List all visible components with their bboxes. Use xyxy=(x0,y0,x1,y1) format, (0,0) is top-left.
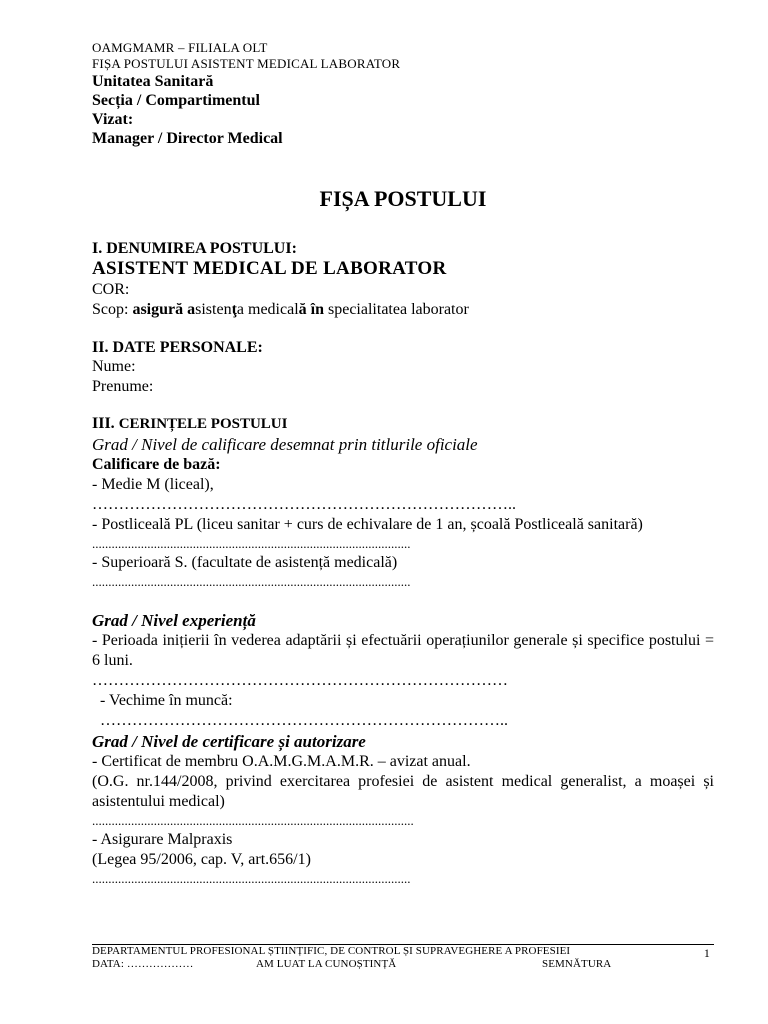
scope-label: Scop: xyxy=(92,301,133,318)
scope-part: ă în xyxy=(298,301,324,318)
section-3-title: CERINȚELE POSTULUI xyxy=(118,416,288,432)
scope-part: specialitatea laborator xyxy=(324,301,469,318)
doc-name: FIȘA POSTULUI ASISTENT MEDICAL LABORATOR xyxy=(92,56,401,71)
dotted-line: .................................................................................................. xyxy=(92,574,411,589)
position-name: ASISTENT MEDICAL DE LABORATOR xyxy=(92,258,447,279)
medie-item: - Medie M (liceal), xyxy=(92,476,214,493)
section-1-heading: I. DENUMIREA POSTULUI: xyxy=(92,240,297,257)
scope-line xyxy=(92,300,714,320)
unit-label: Unitatea Sanitară xyxy=(92,73,214,90)
date-field xyxy=(92,958,256,971)
footer-department: DEPARTAMENTUL PROFESIONAL ȘTIINȚIFIC, DE CONTROL ȘI SUPRAVEGHERE A PROFESIEI xyxy=(92,945,571,957)
page-footer xyxy=(92,944,714,971)
signature-label: SEMNĂTURA xyxy=(542,958,612,970)
section-3-heading xyxy=(92,414,714,434)
law-reference: (Legea 95/2006, cap. V, art.656/1) xyxy=(92,851,311,868)
section-1 xyxy=(92,239,714,320)
dotted-line: …………………………………………………………………… xyxy=(92,672,508,689)
basic-qualification-label: Calificare de bază: xyxy=(92,456,221,473)
certification-heading: Grad / Nivel de certificare și autorizare xyxy=(92,732,366,751)
seniority-item: - Vechime în muncă: xyxy=(100,692,233,709)
section-2-heading: II. DATE PERSONALE: xyxy=(92,339,263,356)
dotted-line: ................................................................................................... xyxy=(92,813,414,828)
section-2 xyxy=(92,338,714,397)
scope-part: a medical xyxy=(236,301,299,318)
section-3-num: III. xyxy=(92,415,119,432)
name-field-label: Nume: xyxy=(92,358,136,375)
dotted-line: ………………………………………………………………….. xyxy=(100,712,508,729)
initiation-period: - Perioada inițierii în vederea adaptării și efectuării operațiunilor generale și specifice postului = 6 luni. xyxy=(92,632,714,669)
membership-certificate: - Certificat de membru O.A.M.G.M.A.M.R. – avizat anual. xyxy=(92,753,471,770)
postliceala-item: - Postliceală PL (liceu sanitar + curs de echivalare de 1 an, școală Postliceală sanitară) xyxy=(92,516,643,533)
header-block xyxy=(92,40,714,148)
page-number: 1 xyxy=(703,946,710,960)
surname-field-label: Prenume: xyxy=(92,378,154,395)
malpraxis-item: - Asigurare Malpraxis xyxy=(92,831,233,848)
document-page xyxy=(92,40,714,888)
ordinance-reference: (O.G. nr.144/2008, privind exercitarea profesiei de asistent medical generalist, a moașei și asistentului medical) xyxy=(92,773,714,810)
section-label: Secția / Compartimentul xyxy=(92,92,260,109)
section-3 xyxy=(92,414,714,888)
org-name: OAMGMAMR – FILIALA OLT xyxy=(92,40,268,55)
dotted-line: .................................................................................................. xyxy=(92,871,411,886)
dotted-line: …………………………………………………………………….. xyxy=(92,496,516,513)
footer-signature-row xyxy=(92,958,714,971)
experience-heading: Grad / Nivel experiență xyxy=(92,611,256,630)
cor-label: COR: xyxy=(92,281,130,298)
approved-label: Vizat: xyxy=(92,111,134,128)
date-dots: ……………… xyxy=(126,958,194,970)
qualification-heading: Grad / Nivel de calificare desemnat prin titlurile oficiale xyxy=(92,435,478,454)
date-label: DATA: xyxy=(92,958,127,970)
scope-part: ţ xyxy=(231,301,237,318)
scope-part: asigură a xyxy=(132,301,196,318)
page-title: FIȘA POSTULUI xyxy=(319,186,487,211)
acknowledged-label: AM LUAT LA CUNOȘTINȚĂ xyxy=(256,958,397,970)
superioara-item: - Superioară S. (facultate de asistență medicală) xyxy=(92,554,398,571)
manager-label: Manager / Director Medical xyxy=(92,130,283,147)
dotted-line: .................................................................................................. xyxy=(92,536,411,551)
scope-part: sisten xyxy=(195,301,232,318)
